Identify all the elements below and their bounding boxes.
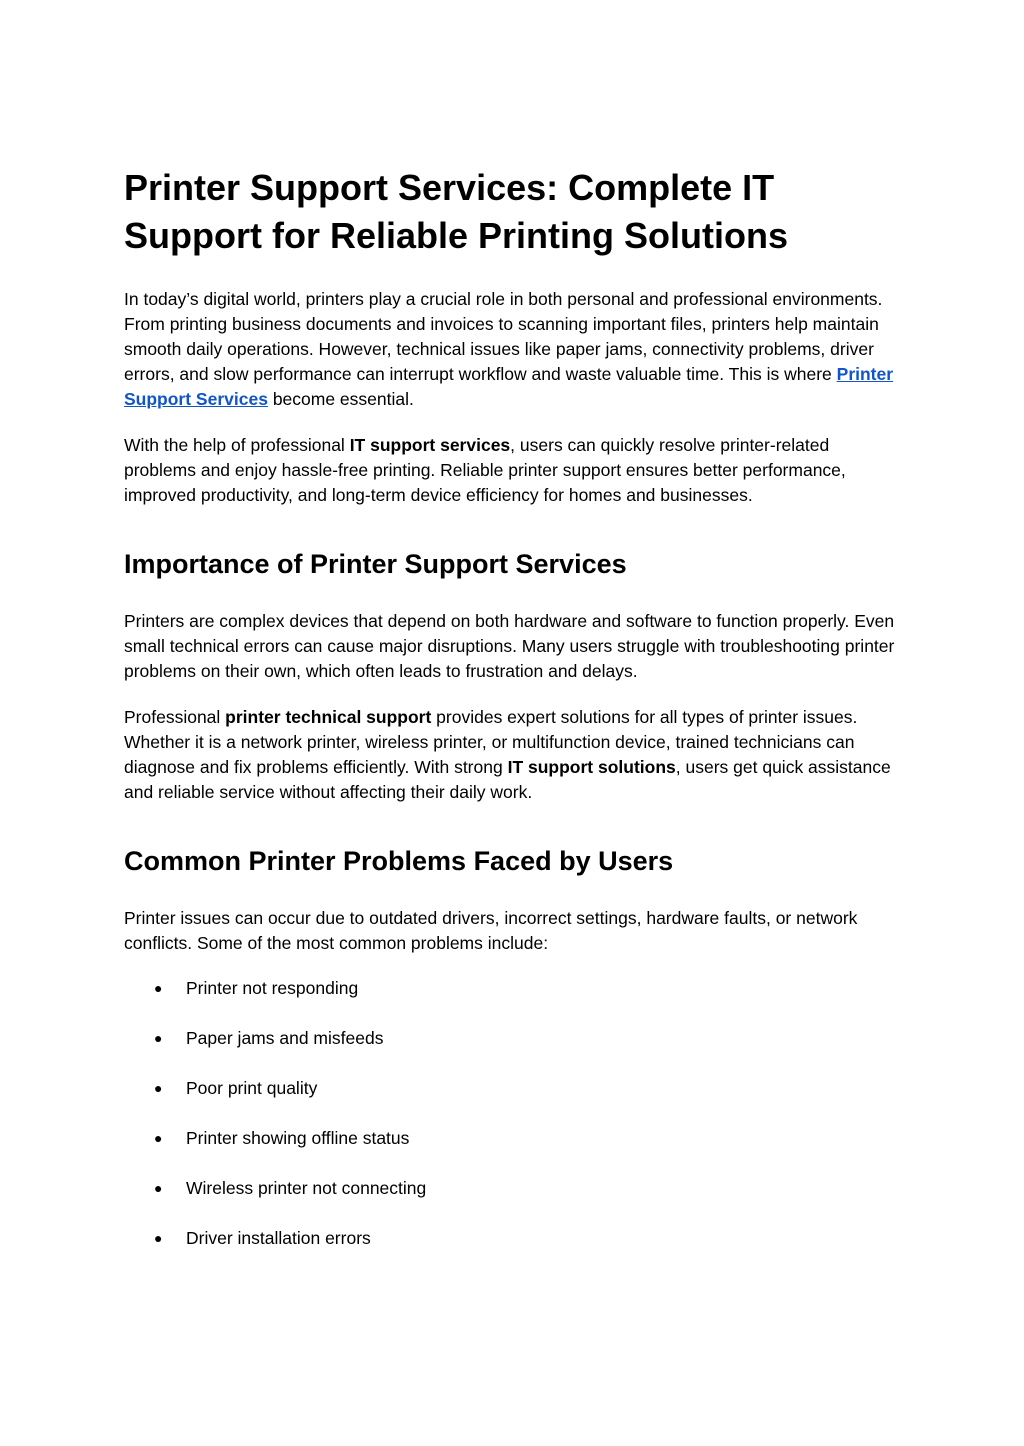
intro-text-start: In today’s digital world, printers play a crucial role in both personal and professional environments. From printing business documents and invoices to scanning important files, printers help maintain smooth daily operations. However, technical issues like paper jams, connectivity problems, driver errors, and slow performance can interrupt workflow and waste valuable time. This is where <box>124 289 883 384</box>
list-item-text: Wireless printer not connecting <box>186 1178 427 1198</box>
importance-paragraph-2 <box>124 705 904 805</box>
list-item-text: Printer not responding <box>186 978 359 998</box>
importance2-text-start: Professional <box>124 707 226 727</box>
bullet-icon: ● <box>154 1180 163 1196</box>
bullet-icon: ● <box>154 1030 163 1046</box>
it-support-services-bold: IT support services <box>349 435 511 455</box>
importance2-text-end: , users get quick assistance and reliable service without affecting their daily work. <box>124 757 891 802</box>
list-item-text: Paper jams and misfeeds <box>186 1028 384 1048</box>
document-page <box>124 164 904 1276</box>
printer-support-services-link[interactable]: Printer Support Services <box>124 364 894 409</box>
list-item <box>124 1026 904 1051</box>
list-item-text: Printer showing offline status <box>186 1128 410 1148</box>
intro2-text-start: With the help of professional <box>124 435 350 455</box>
document-title: Printer Support Services: Complete IT Support for Reliable Printing Solutions <box>124 167 788 256</box>
problems-intro: Printer issues can occur due to outdated drivers, incorrect settings, hardware faults, or network conflicts. Some of the most common problems include: <box>124 908 858 953</box>
importance-heading: Importance of Printer Support Services <box>124 549 627 579</box>
problems-heading: Common Printer Problems Faced by Users <box>124 846 674 876</box>
it-support-solutions-bold: IT support solutions <box>507 757 676 777</box>
intro-text-end: become essential. <box>267 389 414 409</box>
intro-paragraph-2 <box>124 433 904 508</box>
intro2-text-end: , users can quickly resolve printer-related problems and enjoy hassle-free printing. Reliable printer support ensures better performance, improved productivity, and long-term device efficiency for homes and businesses. <box>124 435 846 505</box>
list-item <box>124 1226 904 1251</box>
problems-list <box>124 976 904 1251</box>
list-item-text: Poor print quality <box>186 1078 318 1098</box>
importance-paragraph-1: Printers are complex devices that depend on both hardware and software to function properly. Even small technical errors can cause major disruptions. Many users struggle with troubleshooting printer problems on their own, which often leads to frustration and delays. <box>124 611 895 681</box>
bullet-icon: ● <box>154 1080 163 1096</box>
bullet-icon: ● <box>154 980 163 996</box>
list-item <box>124 1076 904 1101</box>
bullet-icon: ● <box>154 1130 163 1146</box>
bullet-icon: ● <box>154 1230 163 1246</box>
list-item <box>124 1176 904 1201</box>
intro-paragraph-1 <box>124 287 904 412</box>
list-item <box>124 976 904 1001</box>
list-item <box>124 1126 904 1151</box>
printer-technical-support-bold: printer technical support <box>225 707 432 727</box>
list-item-text: Driver installation errors <box>186 1228 371 1248</box>
importance2-text-mid: provides expert solutions for all types of printer issues. Whether it is a network printer, wireless printer, or multifunction device, trained technicians can diagnose and fix problems efficiently. With strong <box>124 707 858 777</box>
